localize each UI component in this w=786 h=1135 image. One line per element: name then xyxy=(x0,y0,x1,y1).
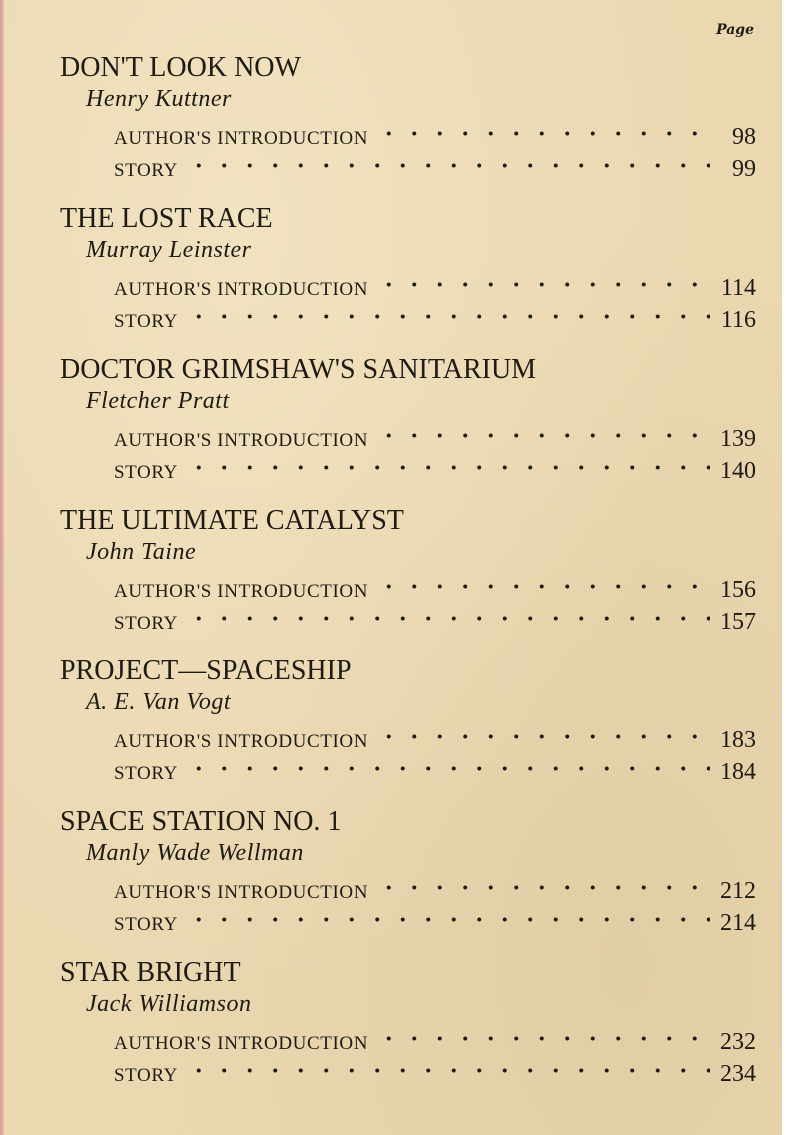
author-introduction-line xyxy=(114,870,756,904)
page-number: 114 xyxy=(720,275,756,301)
author-introduction-line xyxy=(114,569,756,603)
story-author: Murray Leinster xyxy=(86,237,252,263)
page-number: 212 xyxy=(720,878,756,904)
line-label: AUTHOR'S INTRODUCTION xyxy=(114,581,369,602)
line-label: AUTHOR'S INTRODUCTION xyxy=(114,882,369,903)
dot-leader xyxy=(184,148,710,176)
dot-leader xyxy=(184,1053,710,1081)
story-author: A. E. Van Vogt xyxy=(86,689,231,715)
story-title: THE LOST RACE xyxy=(60,203,273,234)
page-number: 157 xyxy=(720,609,756,635)
page-number: 98 xyxy=(732,124,756,150)
story-line xyxy=(114,601,756,635)
line-label: STORY xyxy=(114,763,178,784)
dot-leader xyxy=(374,116,710,144)
line-label: AUTHOR'S INTRODUCTION xyxy=(114,279,369,300)
story-title: THE ULTIMATE CATALYST xyxy=(60,505,404,536)
story-line xyxy=(114,299,756,333)
story-author: Manly Wade Wellman xyxy=(86,840,304,866)
story-title: DON'T LOOK NOW xyxy=(60,52,301,83)
line-label: AUTHOR'S INTRODUCTION xyxy=(114,731,369,752)
story-line xyxy=(114,148,756,182)
page-number: 139 xyxy=(720,426,756,452)
page-number: 214 xyxy=(720,910,756,936)
author-introduction-line xyxy=(114,267,756,301)
story-title: STAR BRIGHT xyxy=(60,957,241,988)
story-line xyxy=(114,902,756,936)
page-number: 140 xyxy=(720,458,756,484)
dot-leader xyxy=(374,267,710,295)
line-label: STORY xyxy=(114,613,178,634)
story-author: Jack Williamson xyxy=(86,991,252,1017)
author-introduction-line xyxy=(114,116,756,150)
dot-leader xyxy=(184,601,710,629)
story-author: John Taine xyxy=(86,539,197,565)
page-edge xyxy=(0,0,4,1135)
line-label: STORY xyxy=(114,462,178,483)
story-line xyxy=(114,1053,756,1087)
dot-leader xyxy=(374,719,710,747)
dot-leader xyxy=(184,450,710,478)
page-number: 184 xyxy=(720,759,756,785)
page-column-label: Page xyxy=(716,22,754,38)
dot-leader xyxy=(374,418,710,446)
line-label: AUTHOR'S INTRODUCTION xyxy=(114,430,369,451)
page-number: 99 xyxy=(732,156,756,182)
page-number: 232 xyxy=(720,1029,756,1055)
page-number: 116 xyxy=(720,307,756,333)
author-introduction-line xyxy=(114,418,756,452)
line-label: STORY xyxy=(114,1065,178,1086)
dot-leader xyxy=(374,1021,710,1049)
story-author: Fletcher Pratt xyxy=(86,388,230,414)
page-number: 183 xyxy=(720,727,756,753)
line-label: STORY xyxy=(114,311,178,332)
story-title: PROJECT—SPACESHIP xyxy=(60,655,352,686)
story-author: Henry Kuttner xyxy=(86,86,232,112)
author-introduction-line xyxy=(114,719,756,753)
dot-leader xyxy=(184,751,710,779)
story-line xyxy=(114,450,756,484)
dot-leader xyxy=(184,902,710,930)
story-title: SPACE STATION NO. 1 xyxy=(60,806,342,837)
line-label: STORY xyxy=(114,160,178,181)
dot-leader xyxy=(184,299,710,327)
story-line xyxy=(114,751,756,785)
page-number: 234 xyxy=(720,1061,756,1087)
line-label: AUTHOR'S INTRODUCTION xyxy=(114,128,369,149)
page-number: 156 xyxy=(720,577,756,603)
story-title: DOCTOR GRIMSHAW'S SANITARIUM xyxy=(60,354,537,385)
dot-leader xyxy=(374,870,710,898)
line-label: AUTHOR'S INTRODUCTION xyxy=(114,1033,369,1054)
dot-leader xyxy=(374,569,710,597)
author-introduction-line xyxy=(114,1021,756,1055)
line-label: STORY xyxy=(114,914,178,935)
